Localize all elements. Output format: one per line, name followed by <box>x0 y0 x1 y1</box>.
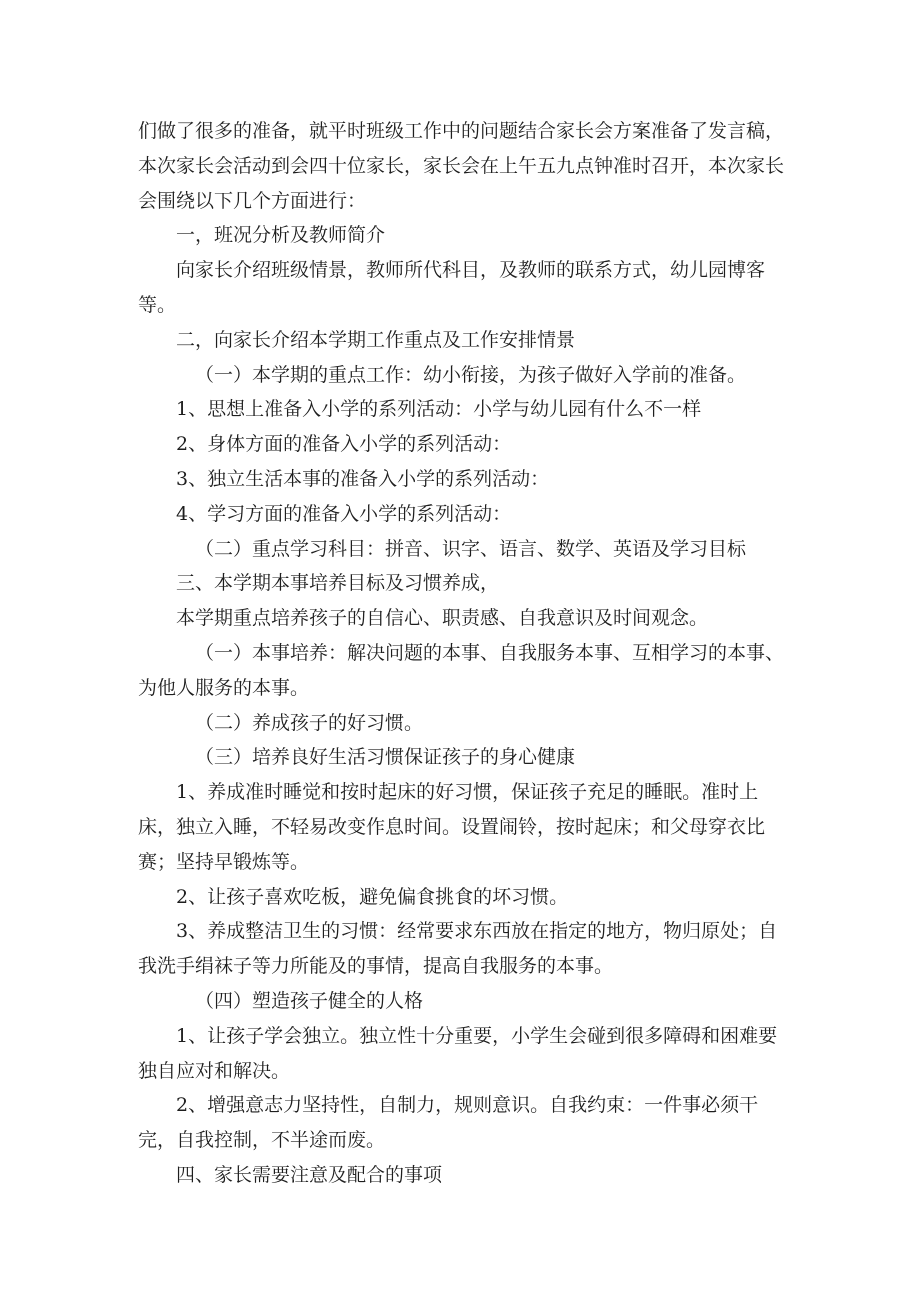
section-heading-4: 四、家长需要注意及配合的事项 <box>176 1163 443 1186</box>
subsection-heading: （二）重点学习科目：拼音、识字、语言、数学、英语及学习目标 <box>195 537 747 560</box>
list-item: 4、学习方面的准备入小学的系列活动： <box>176 502 512 525</box>
subsection-heading: （四）塑造孩子健全的人格 <box>195 989 424 1012</box>
list-item: 3、养成整洁卫生的习惯：经常要求东西放在指定的地方，物归原处；自我洗手绢袜子等力所能及的事情，提高自我服务的本事。 <box>138 920 778 978</box>
section-heading-2: 二，向家长介绍本学期工作重点及工作安排情景 <box>176 328 576 351</box>
list-item: 1、养成准时睡觉和按时起床的好习惯，保证孩子充足的睡眠。准时上床，独立入睡，不轻易改变作息时间。设置闹铃，按时起床；和父母穿衣比赛；坚持早锻炼等。 <box>138 781 766 873</box>
paragraph: 向家长介绍班级情景，教师所代科目，及教师的联系方式，幼儿园博客等。 <box>138 259 766 316</box>
subsection-paragraph: （一）本事培养：解决问题的本事、自我服务本事、互相学习的本事、为他人服务的本事。 <box>138 641 785 699</box>
list-item: 2、增强意志力坚持性，自制力，规则意识。自我约束：一件事必须干完，自我控制，不半途而废。 <box>138 1094 759 1152</box>
document-body <box>138 114 790 1193</box>
section-heading-1: 一，班况分析及教师简介 <box>176 224 386 247</box>
list-item: 1、思想上准备入小学的系列活动：小学与幼儿园有什么不一样 <box>176 398 702 421</box>
paragraph-intro: 们做了很多的准备，就平时班级工作中的问题结合家长会方案准备了发言稿，本次家长会活动到会四十位家长，家长会在上午五九点钟准时召开，本次家长会围绕以下几个方面进行： <box>138 120 785 212</box>
paragraph: 本学期重点培养孩子的自信心、职责感、自我意识及时间观念。 <box>176 607 709 630</box>
section-heading-3: 三、本学期本事培养目标及习惯养成， <box>176 572 500 595</box>
subsection-heading: （三）培养良好生活习惯保证孩子的身心健康 <box>195 746 576 769</box>
list-item: 2、让孩子喜欢吃板，避免偏食挑食的坏习惯。 <box>176 885 569 908</box>
list-item: 3、独立生活本事的准备入小学的系列活动： <box>176 467 550 490</box>
subsection-heading: （一）本学期的重点工作：幼小衔接，为孩子做好入学前的准备。 <box>195 363 747 386</box>
subsection-heading: （二）养成孩子的好习惯。 <box>195 711 424 734</box>
list-item: 1、让孩子学会独立。独立性十分重要，小学生会碰到很多障碍和困难要独自应对和解决。 <box>138 1024 778 1082</box>
list-item: 2、身体方面的准备入小学的系列活动： <box>176 433 512 456</box>
